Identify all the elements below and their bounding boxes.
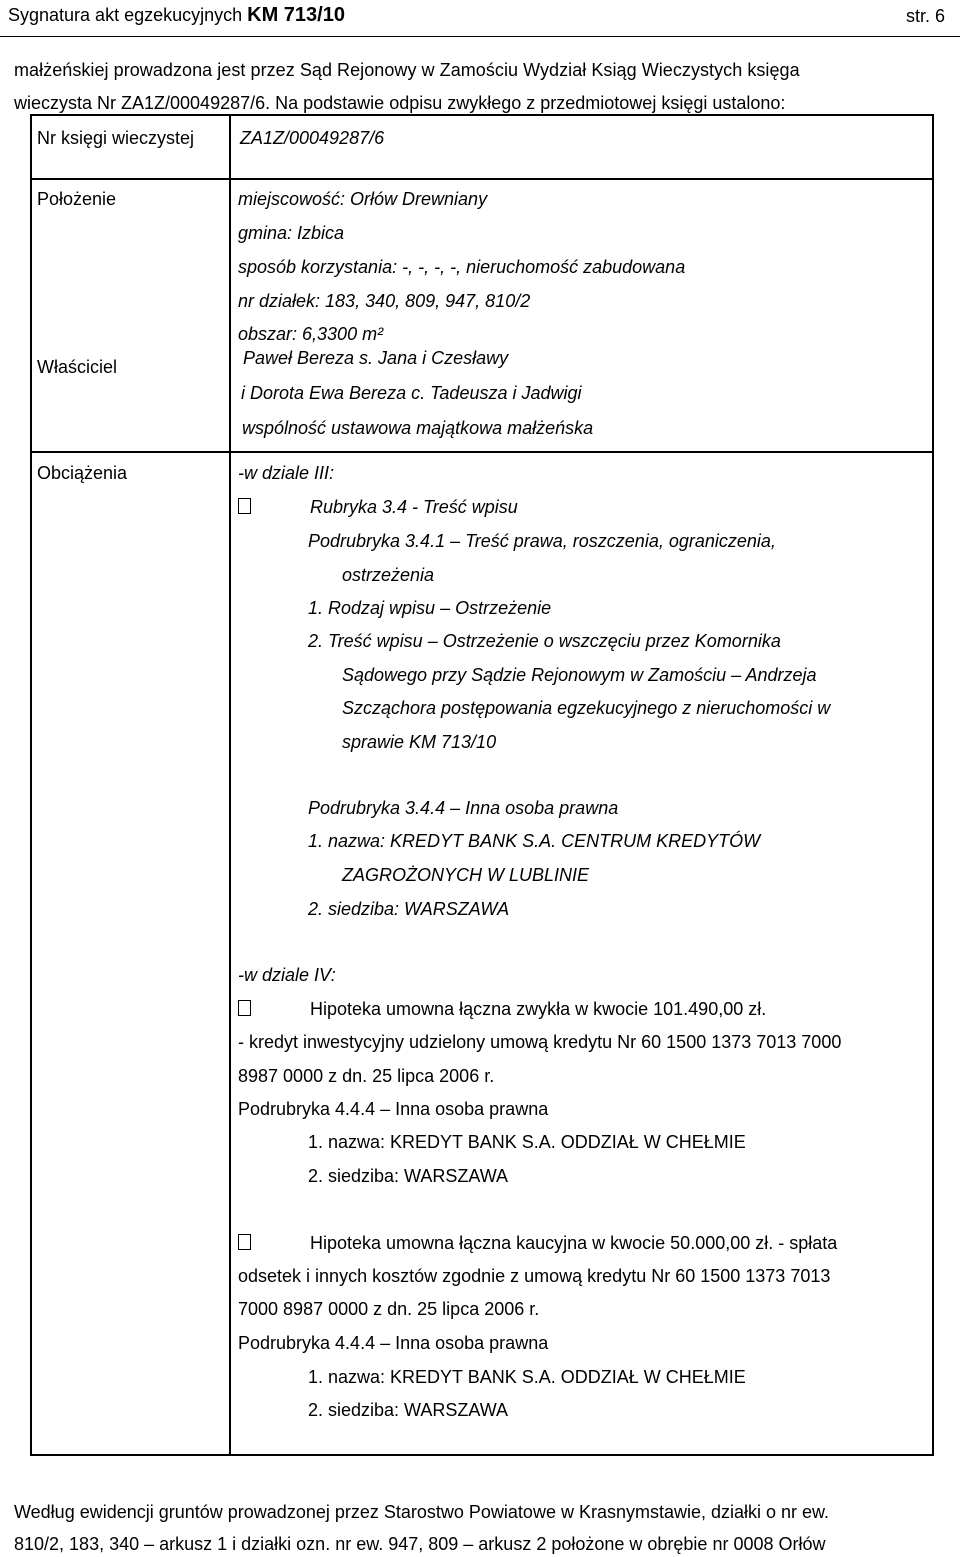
location-label: Położenie	[37, 189, 117, 209]
section-iii-heading: -w dziale III:	[238, 463, 335, 483]
kw-label: Nr księgi wieczystej	[37, 128, 195, 148]
mortgage-1: Hipoteka umowna łączna zwykła w kwocie 101.490,00 zł.	[310, 999, 767, 1019]
location-line: nr działek: 183, 340, 809, 947, 810/2	[238, 291, 531, 311]
owner-line: Paweł Bereza s. Jana i Czesławy	[243, 348, 509, 368]
kw-value: ZA1Z/00049287/6	[240, 128, 385, 148]
mortgage-2: Hipoteka umowna łączna kaucyjna w kwocie 50.000,00 zł. - spłata	[310, 1233, 838, 1253]
document-header	[8, 4, 345, 26]
entry-content-line: sprawie KM 713/10	[342, 732, 497, 752]
entry-content-line: 2. Treść wpisu – Ostrzeżenie o wszczęciu przez Komornika	[308, 631, 781, 651]
location-line: miejscowość: Orłów Drewniany	[238, 189, 488, 209]
credit-2-line: odsetek i innych kosztów zgodnie z umową kredytu Nr 60 1500 1373 7013	[238, 1266, 831, 1286]
checkbox-glyph	[238, 1000, 251, 1016]
row-divider-2	[30, 451, 934, 453]
entry-content-line: Szcząchora postępowania egzekucyjnego z nieruchomości w	[342, 698, 831, 718]
location-line: obszar: 6,3300 m²	[238, 324, 384, 344]
subrubric-4-4-4: Podrubryka 4.4.4 – Inna osoba prawna	[238, 1099, 549, 1119]
owner-line: i Dorota Ewa Bereza c. Tadeusza i Jadwigi	[241, 383, 582, 403]
subrubric-3-4-4: Podrubryka 3.4.4 – Inna osoba prawna	[308, 798, 619, 818]
subrubric-3-4-1: Podrubryka 3.4.1 – Treść prawa, roszczenia, ograniczenia,	[308, 531, 776, 551]
entity-name-3: 1. nazwa: KREDYT BANK S.A. ODDZIAŁ W CHEŁMIE	[308, 1367, 746, 1387]
burdens-label: Obciążenia	[37, 463, 128, 483]
footer-line-1: Według ewidencji gruntów prowadzonej przez Starostwo Powiatowe w Krasnymstawie, działki o nr ew.	[14, 1502, 830, 1522]
entity-seat-3: 2. siedziba: WARSZAWA	[308, 1400, 509, 1420]
intro-line-2: wieczysta Nr ZA1Z/00049287/6. Na podstawie odpisu zwykłego z przedmiotowej księgi ustalono:	[14, 93, 786, 113]
intro-line-1: małżeńskiej prowadzona jest przez Sąd Rejonowy w Zamościu Wydział Ksiąg Wieczystych księga	[14, 60, 800, 80]
location-line: gmina: Izbica	[238, 223, 345, 243]
checkbox-glyph	[238, 498, 251, 514]
credit-1-line: - kredyt inwestycyjny udzielony umową kredytu Nr 60 1500 1373 7013 7000	[238, 1032, 842, 1052]
subrubric-3-4-1-cont: ostrzeżenia	[342, 565, 435, 585]
entity-name-2: 1. nazwa: KREDYT BANK S.A. ODDZIAŁ W CHEŁMIE	[308, 1132, 746, 1152]
entity-name-1-cont: ZAGROŻONYCH W LUBLINIE	[342, 865, 590, 885]
subrubric-4-4-4: Podrubryka 4.4.4 – Inna osoba prawna	[238, 1333, 549, 1353]
entity-name-1: 1. nazwa: KREDYT BANK S.A. CENTRUM KREDYTÓW	[308, 831, 761, 851]
page-number: str. 6	[906, 6, 946, 26]
header-rule	[0, 36, 960, 37]
section-iv-heading: -w dziale IV:	[238, 965, 336, 985]
land-register-table	[30, 114, 934, 1456]
entity-seat-1: 2. siedziba: WARSZAWA	[308, 899, 510, 919]
checkbox-glyph	[238, 1234, 251, 1250]
rubric-3-4: Rubryka 3.4 - Treść wpisu	[310, 497, 518, 517]
entry-content-line: Sądowego przy Sądzie Rejonowym w Zamościu – Andrzeja	[342, 665, 817, 685]
credit-2-line: 7000 8987 0000 z dn. 25 lipca 2006 r.	[238, 1299, 540, 1319]
entity-seat-2: 2. siedziba: WARSZAWA	[308, 1166, 509, 1186]
column-divider	[229, 114, 231, 1456]
entry-kind: 1. Rodzaj wpisu – Ostrzeżenie	[308, 598, 552, 618]
header-prefix: Sygnatura akt egzekucyjnych	[8, 5, 248, 25]
case-number: KM 713/10	[247, 4, 345, 26]
credit-1-line: 8987 0000 z dn. 25 lipca 2006 r.	[238, 1066, 495, 1086]
owner-label: Właściciel	[37, 357, 118, 377]
owner-line: wspólność ustawowa majątkowa małżeńska	[242, 418, 594, 438]
location-line: sposób korzystania: -, -, -, -, nieruchomość zabudowana	[238, 257, 686, 277]
row-divider-1	[30, 178, 934, 180]
footer-line-2: 810/2, 183, 340 – arkusz 1 i działki ozn. nr ew. 947, 809 – arkusz 2 położone w obrębie nr 0008 Orłów	[14, 1534, 826, 1554]
